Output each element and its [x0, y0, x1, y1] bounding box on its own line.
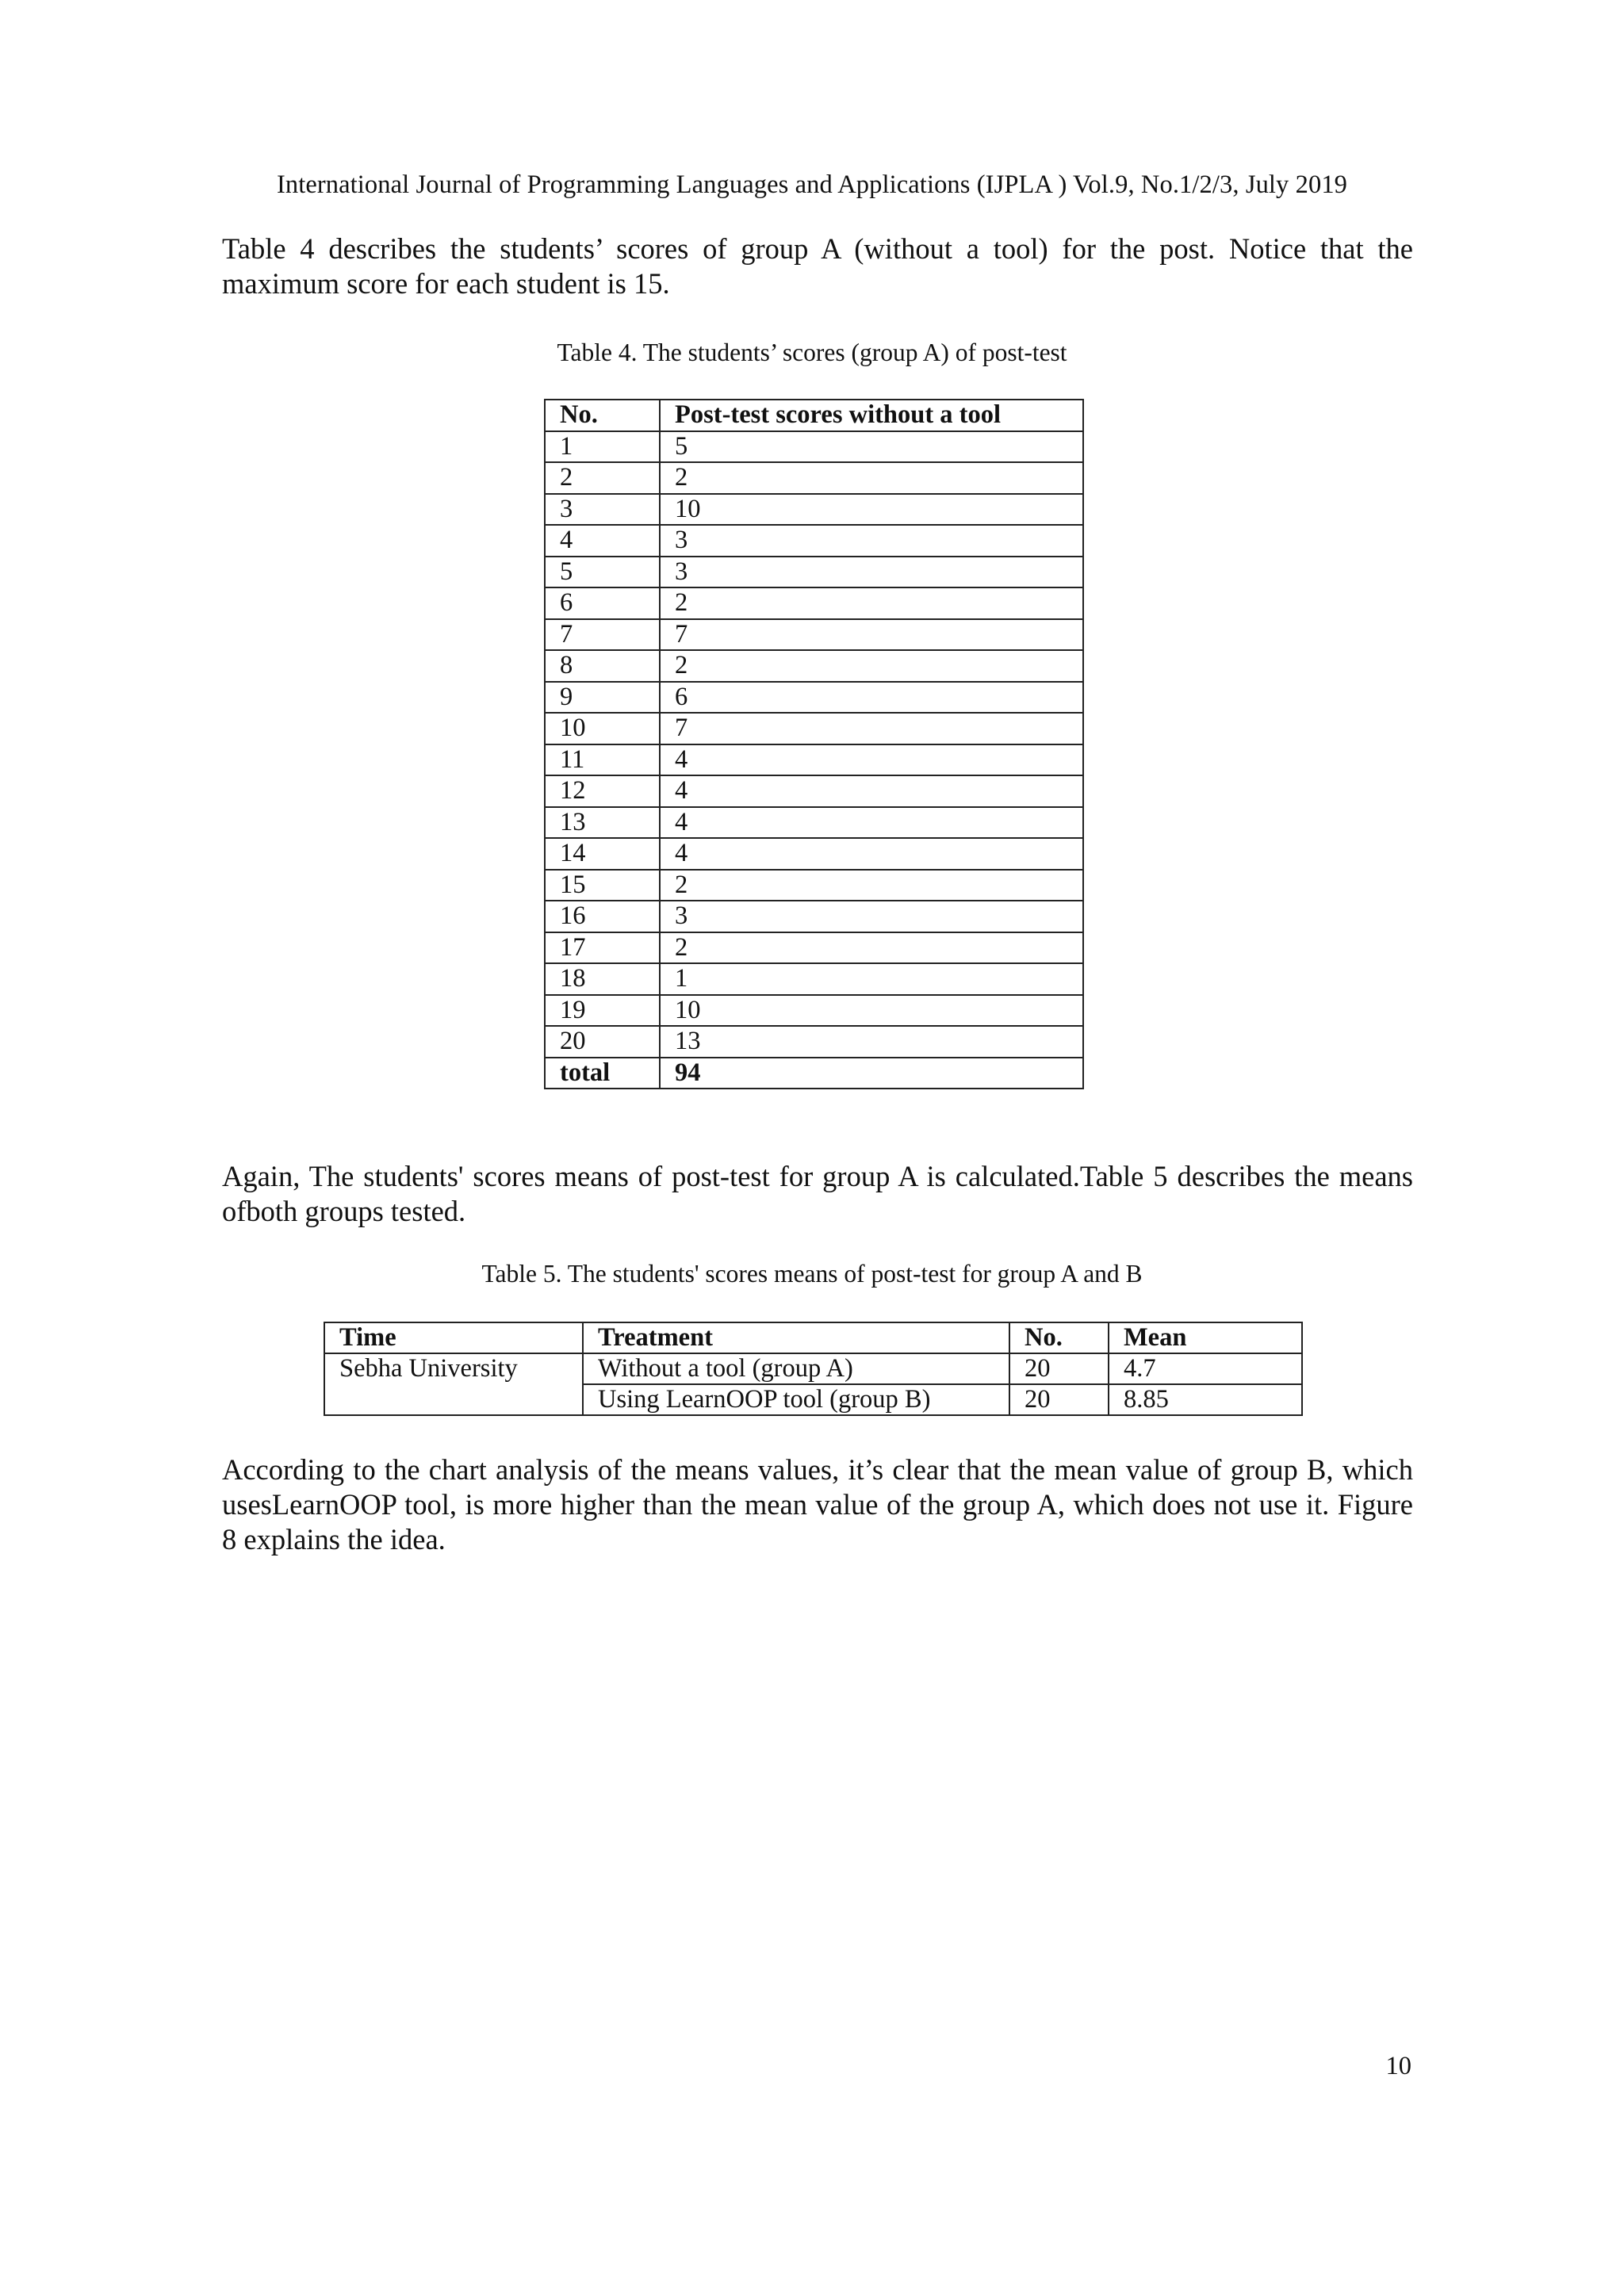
table-row	[545, 744, 1083, 776]
table-row	[545, 901, 1083, 932]
table-row	[545, 619, 1083, 651]
table5-time-cell: Sebha University	[324, 1353, 583, 1415]
table4-score-cell: 7	[660, 713, 1083, 744]
table5-header-row	[324, 1322, 1302, 1353]
table4-no-cell: 8	[545, 650, 660, 682]
table4-no-cell: 5	[545, 557, 660, 588]
table4-score-cell: 4	[660, 807, 1083, 839]
table4-no-cell: 11	[545, 744, 660, 776]
table4-no-cell: 12	[545, 775, 660, 807]
table4-no-cell: 4	[545, 525, 660, 557]
table4-score-cell: 6	[660, 682, 1083, 714]
table4-no-cell: 15	[545, 870, 660, 901]
table5-mean-cell: 4.7	[1109, 1353, 1302, 1384]
table-row	[545, 431, 1083, 463]
table-row	[545, 587, 1083, 619]
table5-no-cell: 20	[1009, 1353, 1109, 1384]
table4-score-cell: 1	[660, 963, 1083, 995]
table-row	[545, 932, 1083, 964]
table-row	[545, 963, 1083, 995]
table4-no-cell: 16	[545, 901, 660, 932]
table4-header-row	[545, 400, 1083, 431]
table-row	[545, 494, 1083, 526]
table4-no-cell: 6	[545, 587, 660, 619]
table-row	[545, 838, 1083, 870]
table5-header-mean: Mean	[1109, 1322, 1302, 1353]
table4-no-cell: 9	[545, 682, 660, 714]
table4-total-label: total	[545, 1058, 660, 1089]
page-number: 10	[1385, 2052, 1411, 2080]
table4-score-cell: 4	[660, 744, 1083, 776]
table5-header-no: No.	[1009, 1322, 1109, 1353]
table4-score-cell: 3	[660, 901, 1083, 932]
table4-score-cell: 7	[660, 619, 1083, 651]
journal-header: International Journal of Programming Languages and Applications (IJPLA ) Vol.9, No.1/2/3, July 2019	[276, 170, 1348, 199]
table-row	[545, 807, 1083, 839]
table-row	[545, 462, 1083, 494]
table5-treatment-cell: Without a tool (group A)	[583, 1353, 1009, 1384]
table-row	[545, 682, 1083, 714]
table4-score-cell: 13	[660, 1026, 1083, 1058]
table4-total-value: 94	[660, 1058, 1083, 1089]
table4-score-cell: 2	[660, 650, 1083, 682]
table4-no-cell: 20	[545, 1026, 660, 1058]
table-row	[545, 870, 1083, 901]
table5-caption: Table 5. The students' scores means of post-test for group A and B	[481, 1260, 1143, 1288]
paragraph-means: Again, The students' scores means of post-test for group A is calculated.Table 5 describes the means ofboth groups tested.	[222, 1160, 1413, 1227]
table4-caption: Table 4. The students’ scores (group A) of post-test	[557, 339, 1067, 366]
table5-header-treatment: Treatment	[583, 1322, 1009, 1353]
table4-score-cell: 2	[660, 932, 1083, 964]
table4-no-cell: 1	[545, 431, 660, 463]
table4-score-cell: 10	[660, 995, 1083, 1027]
table4-no-cell: 7	[545, 619, 660, 651]
paragraph-intro: Table 4 describes the students’ scores of group A (without a tool) for the post. Notice that the maximum score for each student is 15.	[222, 232, 1413, 300]
table-row	[545, 775, 1083, 807]
table4-score-cell: 10	[660, 494, 1083, 526]
table-row	[545, 557, 1083, 588]
table4-score-cell: 3	[660, 557, 1083, 588]
table4-total-row	[545, 1058, 1083, 1089]
table-row	[324, 1353, 1302, 1384]
table4-score-cell: 2	[660, 462, 1083, 494]
table4-no-cell: 19	[545, 995, 660, 1027]
table5-mean-cell: 8.85	[1109, 1384, 1302, 1415]
table4	[544, 399, 1084, 1089]
table4-score-cell: 4	[660, 838, 1083, 870]
table5	[324, 1322, 1303, 1416]
table4-no-cell: 18	[545, 963, 660, 995]
table5-no-cell: 20	[1009, 1384, 1109, 1415]
table4-score-cell: 5	[660, 431, 1083, 463]
table-row	[545, 525, 1083, 557]
table-row	[545, 1026, 1083, 1058]
table5-treatment-cell: Using LearnOOP tool (group B)	[583, 1384, 1009, 1415]
table4-no-cell: 10	[545, 713, 660, 744]
table4-no-cell: 2	[545, 462, 660, 494]
table4-header-score: Post-test scores without a tool	[660, 400, 1083, 431]
table4-score-cell: 4	[660, 775, 1083, 807]
table-row	[545, 713, 1083, 744]
table4-no-cell: 14	[545, 838, 660, 870]
table5-header-time: Time	[324, 1322, 583, 1353]
table4-no-cell: 3	[545, 494, 660, 526]
table4-no-cell: 17	[545, 932, 660, 964]
table4-no-cell: 13	[545, 807, 660, 839]
table-row	[545, 650, 1083, 682]
table-row	[545, 995, 1083, 1027]
table4-score-cell: 2	[660, 587, 1083, 619]
paragraph-conclusion: According to the chart analysis of the means values, it’s clear that the mean value of group B, which usesLearnOOP tool, is more higher than the mean value of the group A, which does not use it. Figure 8 explains the idea.	[222, 1453, 1413, 1556]
table4-score-cell: 3	[660, 525, 1083, 557]
table4-header-no: No.	[545, 400, 660, 431]
table4-score-cell: 2	[660, 870, 1083, 901]
